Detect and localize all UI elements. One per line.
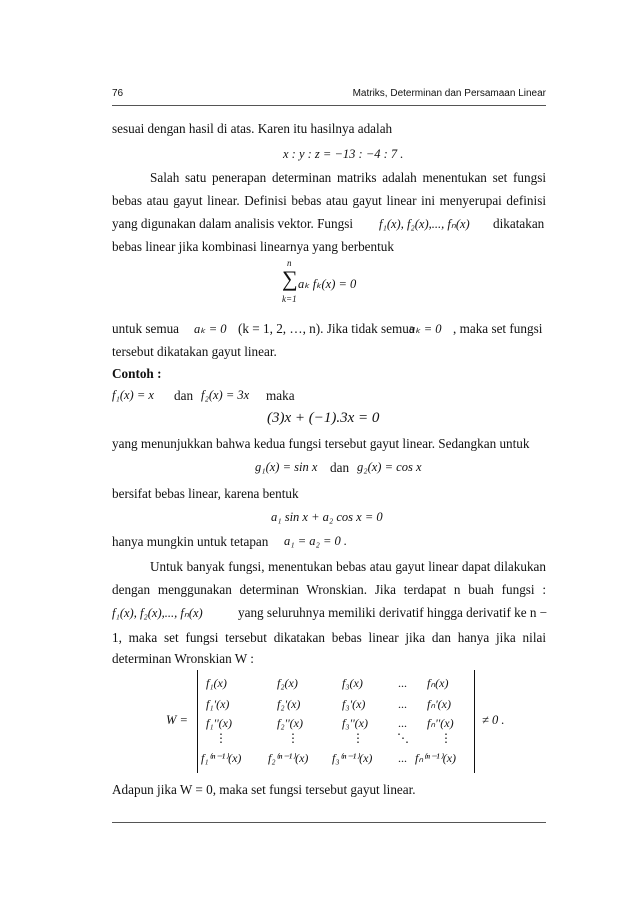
- matrix-entry: f₃'(x): [342, 697, 366, 711]
- sum-lower-limit: k=1: [282, 294, 297, 304]
- matrix-entry: ⋮: [215, 731, 227, 745]
- text-line: sesuai dengan hasil di atas. Karen itu hasilnya adalah: [112, 121, 393, 136]
- ratio-equation: x : y : z = −13 : −4 : 7 .: [283, 147, 404, 161]
- matrix-entry: f₁(x): [206, 676, 227, 690]
- matrix-entry: fₙ'(x): [427, 697, 451, 711]
- paragraph-line: (k = 1, 2, …, n). Jika tidak semua: [238, 321, 415, 336]
- matrix-entry: f₂⁽ⁿ⁻¹⁾(x): [268, 751, 309, 765]
- inline-math: g₁(x) = sin x: [255, 460, 318, 474]
- page-number: 76: [112, 88, 124, 99]
- matrix-entry: f₃(x): [342, 676, 363, 690]
- linear-combination-equation: (3)x + (−1).3x = 0: [267, 410, 380, 426]
- matrix-entry: ⋱: [397, 731, 409, 745]
- sum-upper-limit: n: [287, 258, 292, 268]
- header-rule: [112, 105, 546, 106]
- wronskian-lhs: W =: [166, 713, 188, 727]
- example-heading: Contoh :: [112, 366, 162, 381]
- matrix-entry: f₂(x): [277, 676, 298, 690]
- matrix-entry: f₃''(x): [342, 716, 368, 730]
- inline-math: g₂(x) = cos x: [357, 460, 422, 474]
- paragraph-line: 1, maka set fungsi tersebut dikatakan bebas linear jika dan hanya jika nilai: [112, 630, 546, 645]
- sum-body: aₖ fₖ(x) = 0: [298, 277, 357, 291]
- inline-math: aₖ = 0: [194, 322, 227, 336]
- paragraph-line: dengan menggunakan determinan Wronskian. Jika terdapat n buah fungsi :: [112, 582, 546, 597]
- matrix-entry: fₙ(x): [427, 676, 449, 690]
- matrix-entry: ...: [398, 676, 407, 690]
- text-line: dan: [330, 460, 350, 475]
- function-set: f₁(x), f₂(x),..., fₙ(x): [379, 217, 470, 231]
- paragraph-line: determinan Wronskian W :: [112, 651, 254, 666]
- text-line: maka: [266, 388, 295, 403]
- matrix-entry: ⋮: [440, 731, 452, 745]
- text-line: dan: [174, 388, 194, 403]
- paragraph-line: Salah satu penerapan determinan matriks adalah menentukan set fungsi: [150, 170, 546, 185]
- paragraph-line: tersebut dikatakan gayut linear.: [112, 344, 277, 359]
- paragraph-line: dikatakan: [493, 216, 545, 231]
- determinant-left-bar: [197, 670, 198, 773]
- matrix-entry: fₙ''(x): [427, 716, 454, 730]
- wronskian-rhs: ≠ 0 .: [482, 713, 505, 727]
- paragraph-line: Untuk banyak fungsi, menentukan bebas atau gayut linear dapat dilakukan: [150, 559, 546, 574]
- paragraph-line: , maka set fungsi: [453, 321, 543, 336]
- inline-math: f₁(x) = x: [112, 388, 154, 402]
- footer-rule: [112, 822, 546, 823]
- matrix-entry: fₙ⁽ⁿ⁻¹⁾(x): [415, 751, 457, 765]
- matrix-entry: ...: [398, 697, 407, 711]
- matrix-entry: f₂''(x): [277, 716, 303, 730]
- inline-math: a₁ = a₂ = 0 .: [284, 534, 348, 548]
- running-header-title: Matriks, Determinan dan Persamaan Linear: [352, 88, 546, 99]
- sin-cos-equation: a₁ sin x + a₂ cos x = 0: [271, 510, 383, 524]
- function-set: f₁(x), f₂(x),..., fₙ(x): [112, 606, 203, 620]
- paragraph-line: yang menunjukkan bahwa kedua fungsi tersebut gayut linear. Sedangkan untuk: [112, 436, 530, 451]
- paragraph-line: yang digunakan dalam analisis vektor. Fungsi: [112, 216, 353, 231]
- determinant-right-bar: [474, 670, 475, 773]
- matrix-entry: f₁⁽ⁿ⁻¹⁾(x): [201, 751, 242, 765]
- paragraph-line: bebas linear jika kombinasi linearnya yang berbentuk: [112, 239, 394, 254]
- inline-math: f₂(x) = 3x: [201, 388, 250, 402]
- matrix-entry: ...: [398, 716, 407, 730]
- matrix-entry: f₃⁽ⁿ⁻¹⁾(x): [332, 751, 373, 765]
- paragraph-line: untuk semua: [112, 321, 180, 336]
- matrix-entry: ...: [398, 751, 407, 765]
- paragraph-line: yang seluruhnya memiliki derivatif hingga derivatif ke n −: [238, 605, 548, 620]
- inline-math: aₖ = 0: [409, 322, 442, 336]
- paragraph-line: hanya mungkin untuk tetapan: [112, 534, 269, 549]
- paragraph-line: Adapun jika W = 0, maka set fungsi tersebut gayut linear.: [112, 782, 416, 797]
- matrix-entry: ⋮: [352, 731, 364, 745]
- matrix-entry: f₂'(x): [277, 697, 301, 711]
- matrix-entry: f₁'(x): [206, 697, 230, 711]
- paragraph-line: bersifat bebas linear, karena bentuk: [112, 486, 299, 501]
- sum-symbol: ∑: [282, 266, 298, 291]
- paragraph-line: bebas atau gayut linear. Definisi bebas atau gayut linear ini menyerupai definisi: [112, 193, 546, 208]
- matrix-entry: ⋮: [287, 731, 299, 745]
- matrix-entry: f₁''(x): [206, 716, 232, 730]
